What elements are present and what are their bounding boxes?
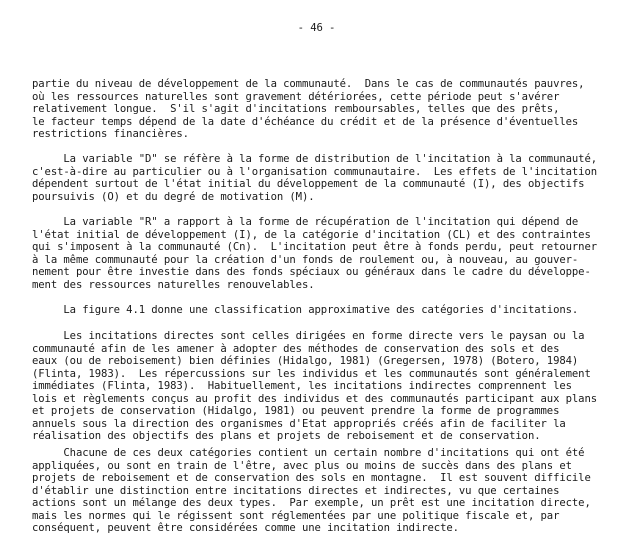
text-line: lois et règlements conçus au profit des individus et des communautés participant aux plans [32, 392, 598, 405]
text-line: eaux (ou de reboisement) bien définies (Hidalgo, 1981) (Gregersen, 1978) (Botero, 1984) [32, 355, 579, 367]
text-line: projets de reboisement et de conservation des sols en montagne. Il est souvent difficile [32, 472, 591, 484]
text-line: le facteur temps dépend de la date d'échéance du crédit et de la présence d'éventuelles [32, 115, 579, 128]
text-line: immédiates (Flinta, 1983). Habituellement, les incitations indirectes comprennent les [32, 380, 572, 392]
paragraph [0, 447, 633, 535]
paragraph [0, 330, 633, 443]
text-line: c'est-à-dire au particulier ou à l'organisation communautaire. Les effets de l'incitation [32, 165, 598, 178]
paragraph [0, 78, 633, 141]
paragraph [0, 216, 633, 291]
text-line: et projets de conservation (Hidalgo, 1981) ou peuvent prendre la forme de programmes [32, 405, 560, 417]
text-line: annuels sous la direction des organismes d'Etat appropriés créés afin de faciliter la [32, 417, 566, 430]
text-line: réalisation des objectifs des plans et projets de reboisement et de conservation. [32, 430, 541, 442]
text-line: Les incitations directes sont celles dirigées en forme directe vers le paysan ou la [32, 330, 585, 342]
text-line: (Flinta, 1983). Les répercussions sur les individus et les communautés sont généralement [32, 367, 591, 380]
text-line: nement pour être investie dans des fonds spéciaux ou généraux dans le cadre du développe- [32, 266, 591, 278]
text-line: Chacune de ces deux catégories contient un certain nombre d'incitations qui ont été [32, 447, 585, 459]
text-line: ment des ressources naturelles renouvelables. [32, 278, 315, 291]
text-line: mais les normes qui le régissent sont réglementées par une politique fiscale et, par [32, 509, 560, 522]
text-line: actions sont un mélange des deux types. Par exemple, un prêt est une incitation directe, [32, 497, 591, 509]
text-line: où les ressources naturelles sont gravement détériorées, cette période peut s'avérer [32, 90, 560, 103]
text-line: à la même communauté pour la création d'un fonds de roulement ou, à nouveau, au gouver- [32, 253, 579, 266]
text-line: conséquent, peuvent être considérées comme une incitation indirecte. [32, 522, 459, 534]
page-number: - 46 - [297, 22, 336, 34]
text-line: poursuivis (O) et du degré de motivation (M). [32, 190, 315, 203]
text-line: partie du niveau de développement de la communauté. Dans le cas de communautés pauvres, [32, 78, 585, 90]
text-line: appliquées, ou sont en train de l'être, avec plus ou moins de succès dans des plans et [32, 459, 572, 472]
paragraph [0, 153, 633, 203]
text-line: l'état initial de développement (I), de la catégorie d'incitation (CL) et des contraintes [32, 228, 591, 241]
text-line: restrictions financières. [32, 128, 189, 140]
text-line: relativement longue. S'il s'agit d'incitations remboursables, telles que des prêts, [32, 103, 560, 115]
text-line: La variable "D" se réfère à la forme de distribution de l'incitation à la communauté, [32, 153, 598, 165]
text-line: qui s'imposent à la communauté (Cn). L'incitation peut être à fonds perdu, peut retourner [32, 241, 598, 253]
text-line: dépendent surtout de l'état initial du développement de la communauté (I), des objectifs [32, 178, 585, 190]
paragraph [0, 304, 633, 317]
text-line: La figure 4.1 donne une classification approximative des catégories d'incitations. [32, 304, 579, 316]
text-line: La variable "R" a rapport à la forme de récupération de l'incitation qui dépend de [32, 216, 579, 228]
text-line: d'établir une distinction entre incitations directes et indirectes, vu que certaines [32, 484, 560, 497]
text-line: communauté afin de les amener à adopter des méthodes de conservation des sols et des [32, 342, 560, 355]
